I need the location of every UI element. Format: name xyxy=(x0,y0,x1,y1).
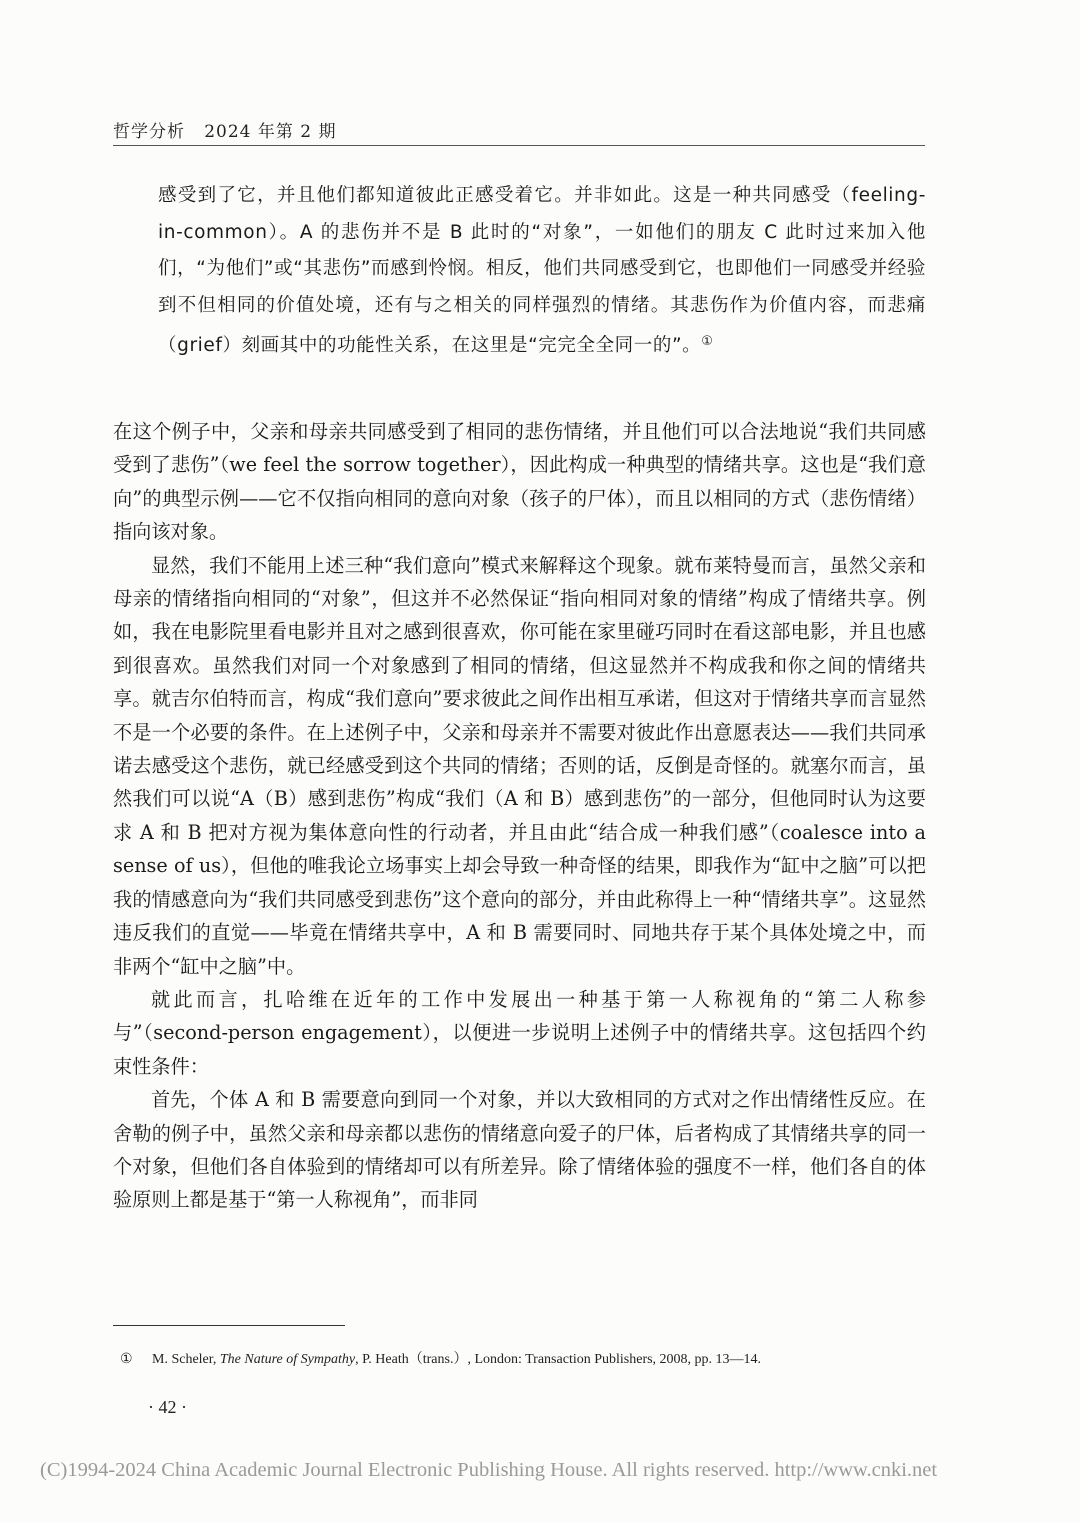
paragraph: 首先，个体 A 和 B 需要意向到同一个对象，并以大致相同的方式对之作出情绪性反应。在舍勒的例子中，虽然父亲和母亲都以悲伤的情绪意向爱子的尸体，后者构成了其情绪共享的同一个对象，但他们各自体验到的情绪却可以有所差异。除了情绪体验的强度不一样，他们各自的体验原则上都是基于“第一人称视角”，而非同 xyxy=(113,1088,926,1212)
quote-text: 感受到了它，并且他们都知道彼此正感受着它。并非如此。这是一种共同感受（feeling-in-common）。A 的悲伤并不是 B 此时的“对象”，一如他们的朋友 C 此时过来加入他们，“为他们”或“其悲伤”而感到怜悯。相反，他们共同感受到它，也即他们一同感受并经验到不但相同的价值处境，还有与之相关的同样强烈的情绪。其悲伤作为价值内容，而悲痛（grief）刻画其中的功能性关系，在这里是“完完全全同一的”。 xyxy=(158,185,926,357)
copyright-watermark: (C)1994-2024 China Academic Journal Electronic Publishing House. All rights reserved. http://www.cnki.net xyxy=(40,1459,938,1481)
journal-name: 哲学分析 xyxy=(113,122,185,142)
footnote-rest: , P. Heath（trans.）, London: Transaction Publishers, 2008, pp. 13—14. xyxy=(355,1352,762,1367)
paragraph: 在这个例子中，父亲和母亲共同感受到了相同的悲伤情绪，并且他们可以合法地说“我们共同感受到了悲伤”（we feel the sorrow together），因此构成一种典型的情绪共享。这也是“我们意向”的典型示例——它不仅指向相同的意向对象（孩子的尸体），而且以相同的方式（悲伤情绪）指向该对象。 xyxy=(113,420,926,544)
footnote-mark: ① xyxy=(120,1352,133,1367)
issue-label: 2024 年第 2 期 xyxy=(204,122,337,142)
footnote-title: The Nature of Sympathy xyxy=(219,1352,356,1367)
paragraph: 显然，我们不能用上述三种“我们意向”模式来解释这个现象。就布莱特曼而言，虽然父亲和母亲的情绪指向相同的“对象”，但这并不必然保证“指向相同对象的情绪”构成了情绪共享。例如，我在电影院里看电影并且对之感到很喜欢，你可能在家里碰巧同时在看这部电影，并且也感到很喜欢。虽然我们对同一个对象感到了相同的情绪，但这显然并不构成我和你之间的情绪共享。就吉尔伯特而言，构成“我们意向”要求彼此之间作出相互承诺，但这对于情绪共享而言显然不是一个必要的条件。在上述例子中，父亲和母亲并不需要对彼此作出意愿表达——我们共同承诺去感受这个悲伤，就已经感受到这个共同的情绪；否则的话，反倒是奇怪的。就塞尔而言，虽然我们可以说“A（B）感到悲伤”构成“我们（A 和 B）感到悲伤”的一部分，但他同时认为这要求 A 和 B 把对方视为集体意向性的行动者，并且由此“结合成一种我们感”（coalesce into a sense of us），但他的唯我论立场事实上却会导致一种奇怪的结果，即我作为“缸中之脑”可以把我的情感意向为“我们共同感受到悲伤”这个意向的部分，并由此称得上一种“情绪共享”。这显然违反我们的直觉——毕竟在情绪共享中，A 和 B 需要同时、同地共存于某个具体处境之中，而非两个“缸中之脑”中。 xyxy=(113,553,926,978)
footnote-reference[interactable]: ① xyxy=(701,334,714,350)
page-number: · 42 · xyxy=(148,1397,187,1417)
body-text xyxy=(113,415,926,1217)
running-header xyxy=(113,117,337,142)
footnote-divider xyxy=(113,1325,345,1326)
header-divider xyxy=(113,145,925,146)
paragraph: 就此而言，扎哈维在近年的工作中发展出一种基于第一人称视角的“第二人称参与”（second-person engagement），以便进一步说明上述例子中的情绪共享。这包括四个约束性条件： xyxy=(113,987,926,1078)
footnote-author: M. Scheler, xyxy=(152,1352,220,1367)
block-quote xyxy=(158,178,926,365)
footnote xyxy=(120,1348,925,1368)
